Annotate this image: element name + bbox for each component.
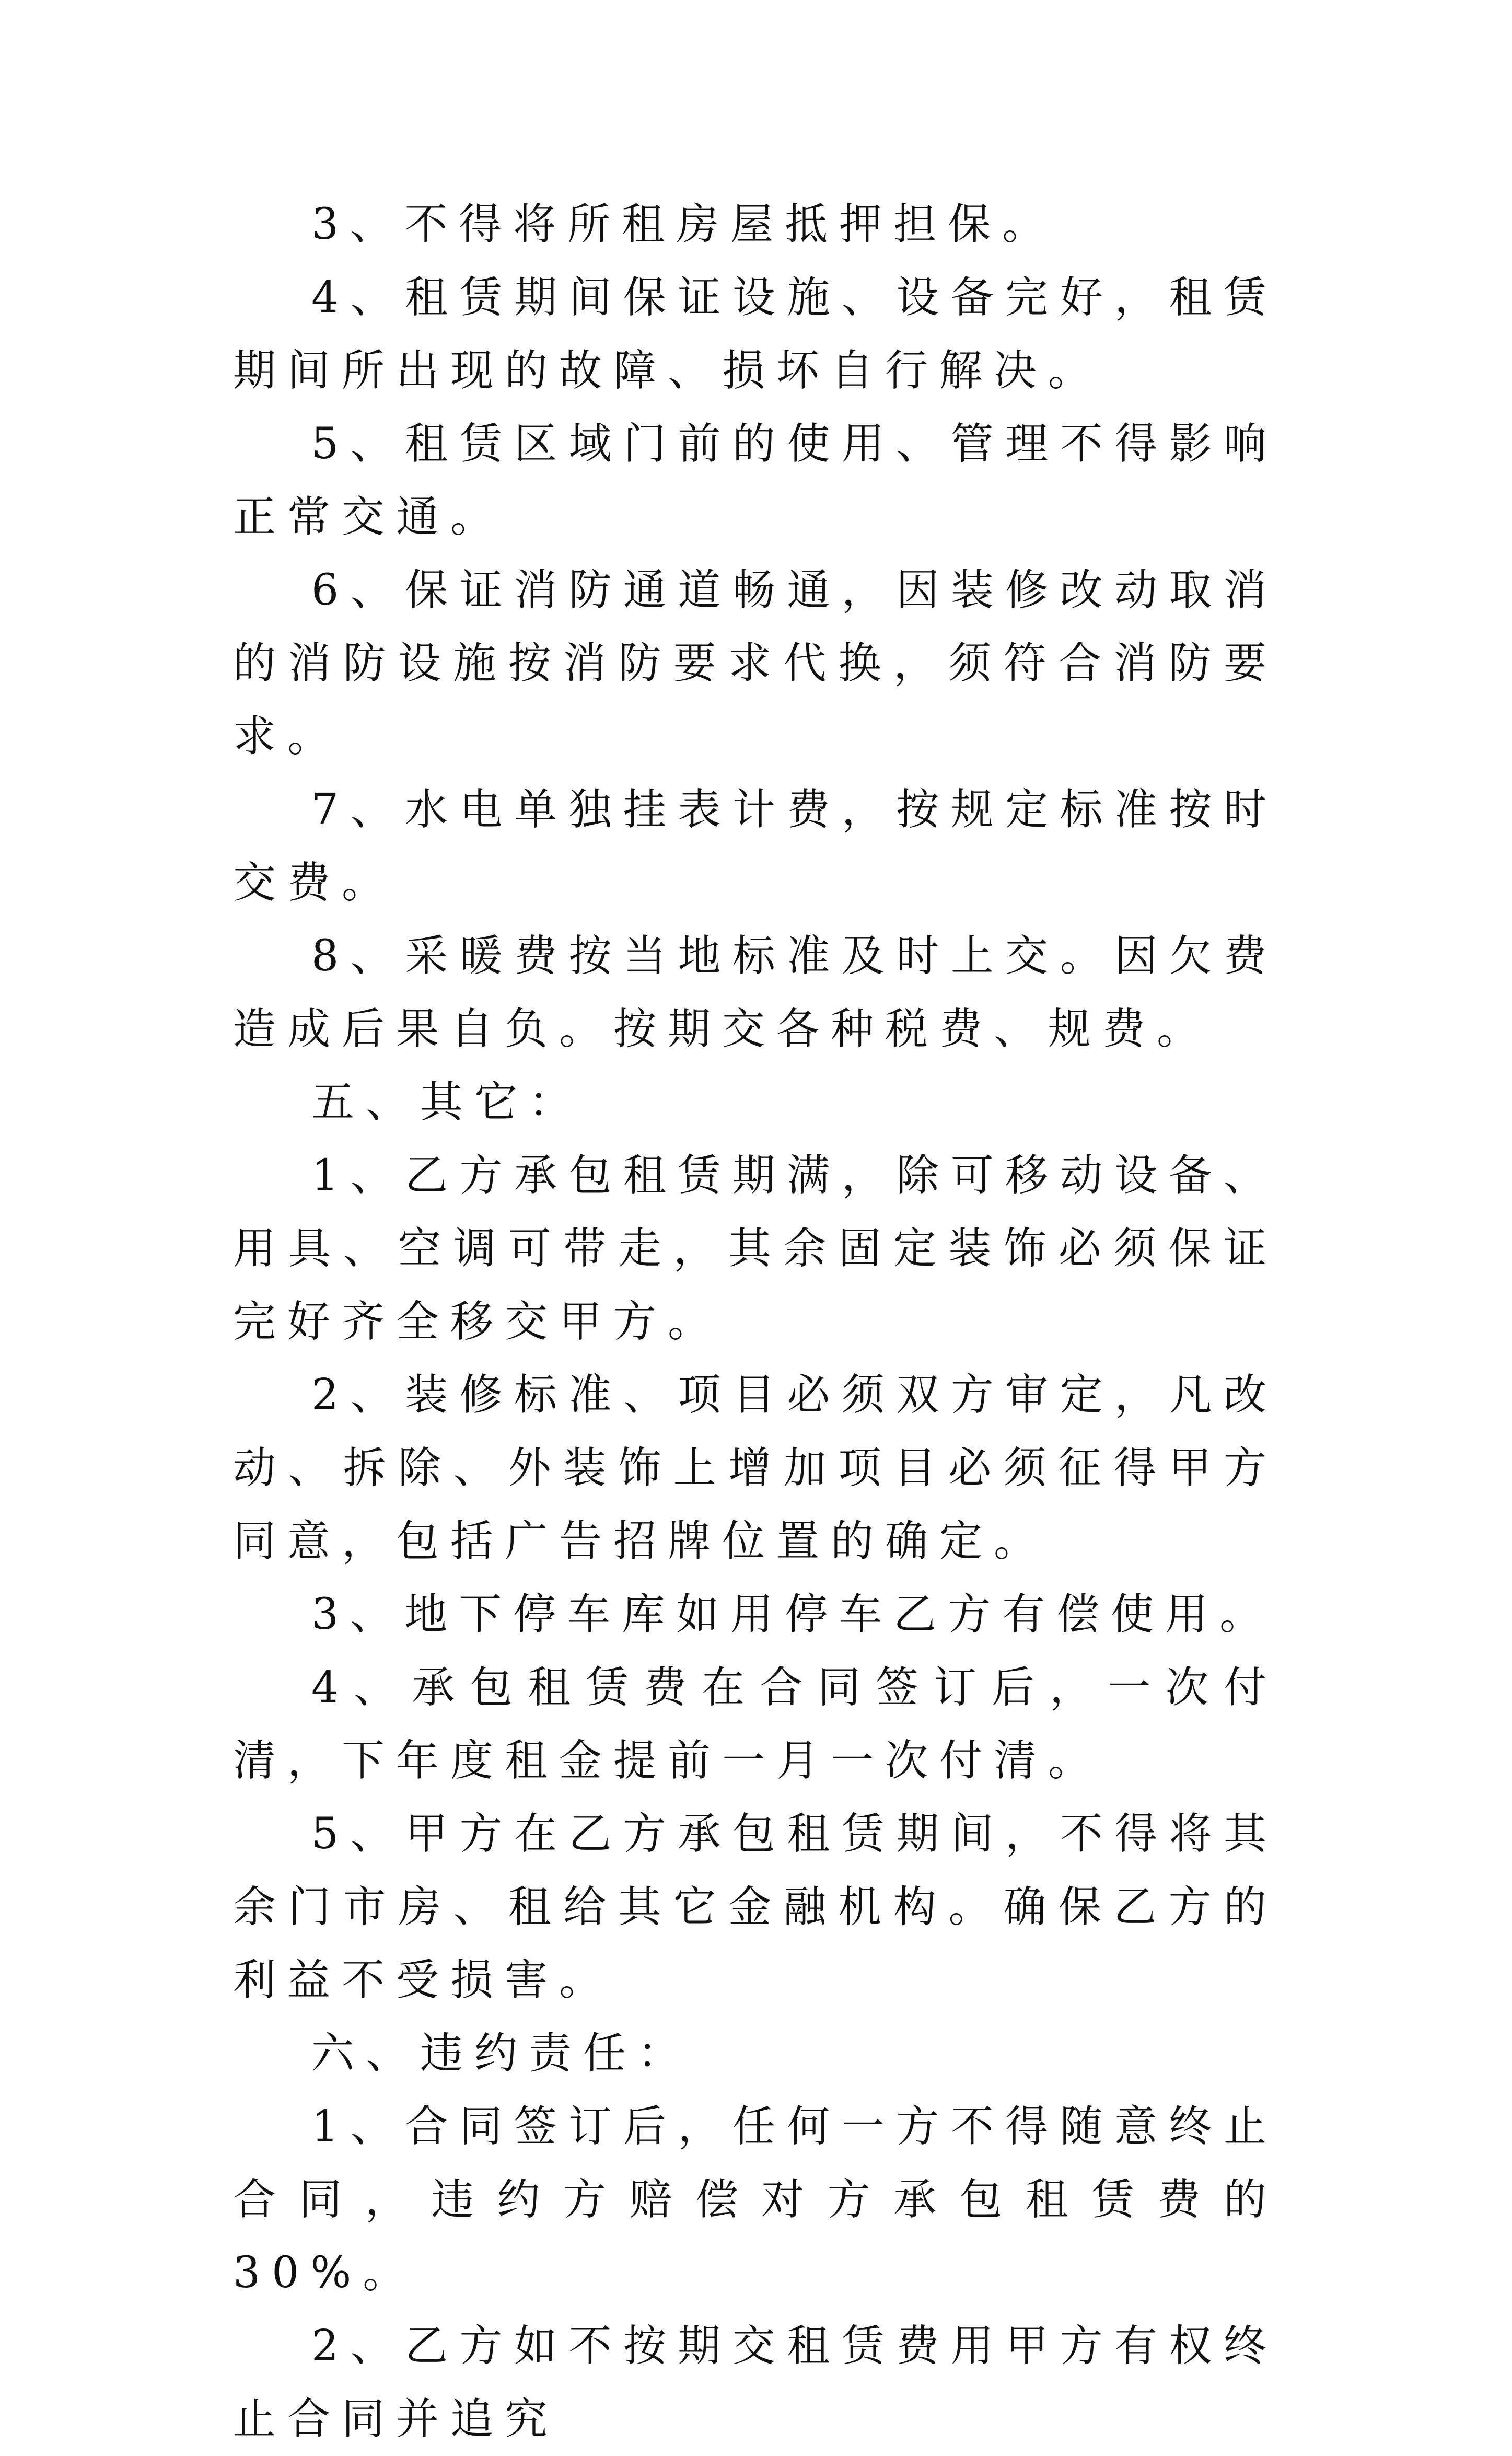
- other-clause-4-payment: 4、承包租赁费在合同签订后，一次付清，下年度租金提前一月一次付清。: [233, 1663, 1278, 1786]
- other-clause-5-exclusivity: 5、甲方在乙方承包租赁期间，不得将其余门市房、租给其它金融机构。确保乙方的利益不受损害。: [233, 1809, 1278, 2005]
- other-clause-1-handover: 1、乙方承包租赁期满，除可移动设备、用具、空调可带走，其余固定装饰必须保证完好齐全移交甲方。: [233, 1151, 1278, 1347]
- clause-6-fire-safety: 6、保证消防通道畅通，因装修改动取消的消防设施按消防要求代换，须符合消防要求。: [233, 565, 1278, 761]
- breach-clause-2-late-payment: 2、乙方如不按期交租赁费用甲方有权终止合同并追究: [233, 2321, 1278, 2444]
- clause-5-storefront-traffic: 5、租赁区域门前的使用、管理不得影响正常交通。: [233, 419, 1278, 542]
- clause-8-heating-taxes: 8、采暖费按当地标准及时上交。因欠费造成后果自负。按期交各种税费、规费。: [233, 931, 1278, 1054]
- other-clause-2-renovation: 2、装修标准、项目必须双方审定，凡改动、拆除、外装饰上增加项目必须征得甲方同意，包括广告招牌位置的确定。: [233, 1370, 1278, 1566]
- other-clause-3-parking: 3、地下停车库如用停车乙方有偿使用。: [311, 1590, 1274, 1639]
- section-6-heading: 六、违约责任：: [311, 2029, 692, 2078]
- section-5-heading: 五、其它：: [311, 1078, 584, 1127]
- clause-3-no-mortgage: 3、不得将所租房屋抵押担保。: [311, 200, 1057, 249]
- clause-4-facility-maintenance: 4、租赁期间保证设施、设备完好，租赁期间所出现的故障、损坏自行解决。: [233, 273, 1278, 396]
- document-body: [233, 188, 1278, 2456]
- clause-7-utilities: 7、水电单独挂表计费，按规定标准按时交费。: [233, 785, 1278, 908]
- breach-clause-1-termination: 1、合同签订后，任何一方不得随意终止合同，违约方赔偿对方承包租赁费的30%。: [233, 2102, 1278, 2298]
